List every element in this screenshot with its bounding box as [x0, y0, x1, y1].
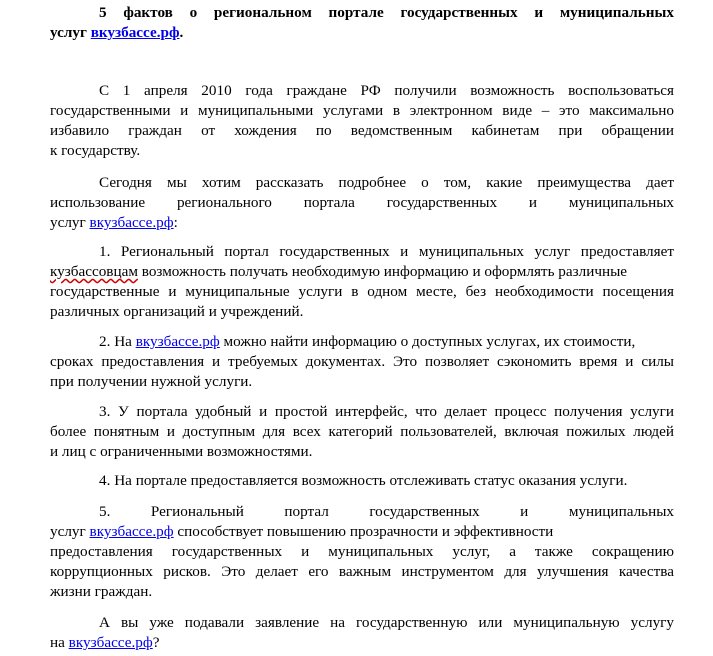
- p2-line-3: [50, 213, 178, 233]
- fact2-prefix: 2. На: [99, 333, 136, 350]
- fact1-line-1: 1. Региональный портал государственных и муниципальных услуг предоставляет: [99, 243, 674, 260]
- fact1-line-2: [50, 262, 674, 282]
- p1-line-4: к государству.: [50, 142, 141, 159]
- p2-line-2: использование регионального портала государственных и муниципальных: [50, 194, 674, 211]
- fact4-line-1: 4. На портале предоставляется возможность отслеживать статус оказания услуги.: [99, 472, 628, 489]
- question-line-2: [50, 633, 159, 653]
- fact1-line-2-rest: возможность получать необходимую информацию и оформлять различные: [137, 263, 628, 280]
- fact3-line-2: более понятным и доступным для всех категорий пользователей, включая пожилых людей: [50, 423, 674, 440]
- p1-line-3: избавило граждан от хождения по ведомственным кабинетам при обращении: [50, 122, 674, 139]
- fact5-line-1: 5. Региональный портал государственных и муниципальных: [99, 503, 674, 520]
- portal-link[interactable]: вкузбассе.рф: [90, 24, 180, 41]
- fact3-line-1: 3. У портала удобный и простой интерфейс, что делает процесс получения услуги: [99, 403, 674, 420]
- portal-link[interactable]: вкузбассе.рф: [89, 523, 174, 540]
- title-line-1: [99, 3, 674, 23]
- p2-suffix: :: [173, 214, 178, 231]
- fact5-prefix: услуг: [50, 523, 90, 540]
- portal-link[interactable]: вкузбассе.рф: [89, 214, 174, 231]
- spellcheck-word: кузбассовцам: [50, 263, 138, 280]
- fact5-line-3: предоставления государственных и муниципальных услуг, а также сокращению: [50, 543, 674, 560]
- title-text-prefix: услуг: [50, 24, 91, 41]
- fact1-line-3: государственные и муниципальные услуги в одном месте, без необходимости посещения: [50, 283, 674, 300]
- fact5-line-5: жизни граждан.: [50, 583, 153, 600]
- p2-prefix: услуг: [50, 214, 90, 231]
- fact2-line-3: при получении нужной услуги.: [50, 373, 253, 390]
- title-line-2: [50, 23, 183, 43]
- portal-link[interactable]: вкузбассе.рф: [135, 333, 220, 350]
- title-text-suffix: .: [179, 24, 184, 41]
- question-suffix: ?: [152, 634, 160, 651]
- fact2-line-1: [99, 332, 635, 352]
- fact1-line-4: различных организаций и учреждений.: [50, 303, 304, 320]
- p1-line-1: С 1 апреля 2010 года граждане РФ получили возможность воспользоваться: [99, 82, 674, 99]
- question-line-1: А вы уже подавали заявление на государственную или муниципальную услугу: [99, 614, 674, 631]
- p2-line-1: Сегодня мы хотим рассказать подробнее о том, какие преимущества дает: [99, 174, 674, 191]
- title-text: 5 фактов о региональном портале государственных и муниципальных: [99, 4, 674, 21]
- fact2-suffix: можно найти информацию о доступных услугах, их стоимости,: [219, 333, 636, 350]
- fact5-line-4: коррупционных рисков. Это делает его важным инструментом для улучшения качества: [50, 563, 674, 580]
- fact5-line-2: [50, 522, 553, 542]
- fact5-suffix: способствует повышению прозрачности и эффективности: [173, 523, 554, 540]
- question-prefix: на: [50, 634, 69, 651]
- fact2-line-2: сроках предоставления и требуемых документах. Это позволяет сэкономить время и силы: [50, 353, 674, 370]
- portal-link[interactable]: вкузбассе.рф: [68, 634, 153, 651]
- fact3-line-3: и лиц с ограниченными возможностями.: [50, 443, 313, 460]
- p1-line-2: государственными и муниципальными услугами в электронном виде – это максимально: [50, 102, 674, 119]
